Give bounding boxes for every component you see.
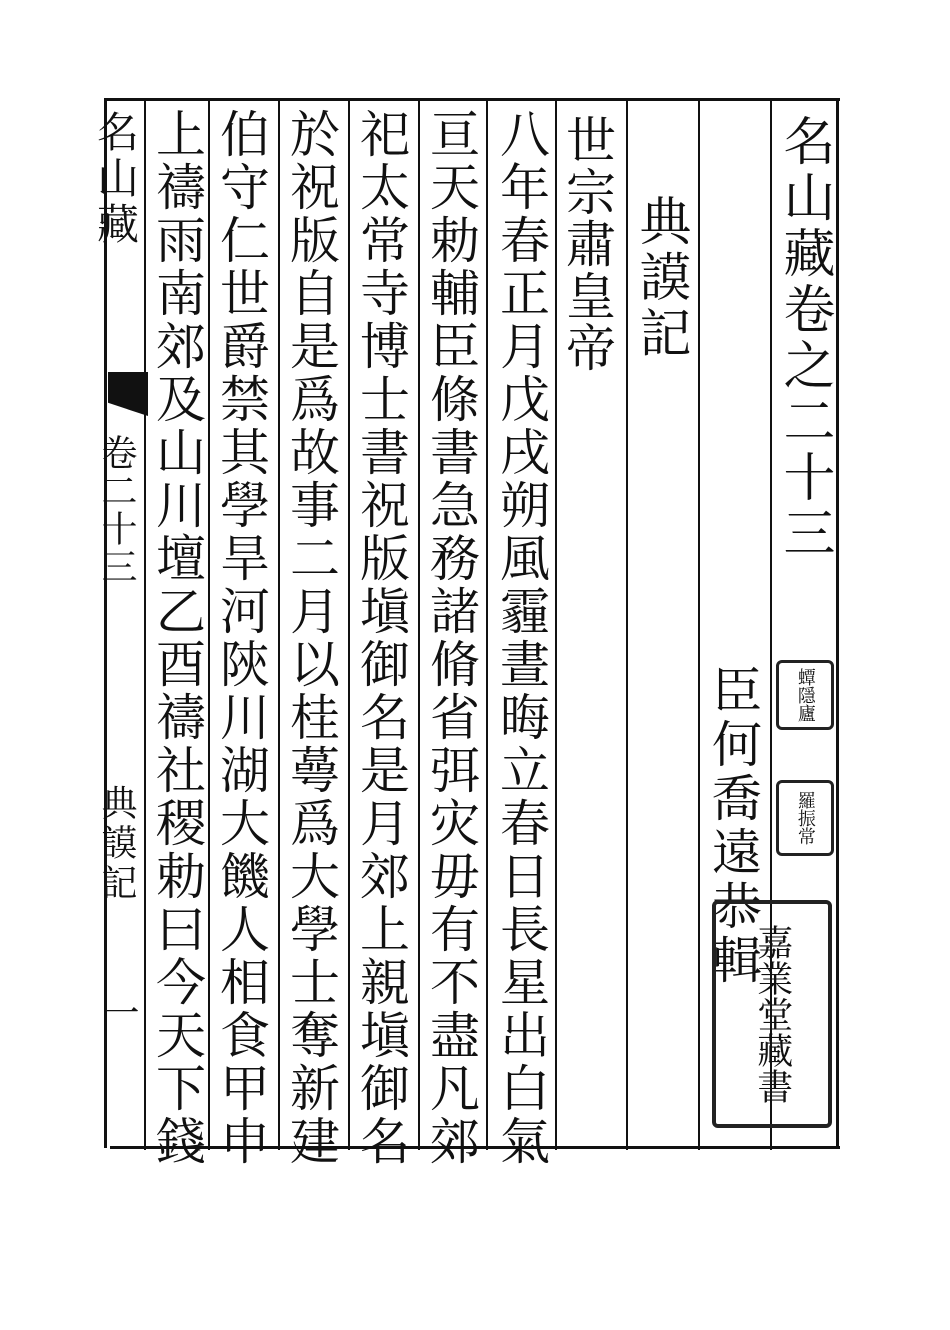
text-column — [146, 104, 210, 1168]
spine-volume: 卷二十三 — [96, 434, 137, 586]
text-line: 上禱雨南郊及山川壇乙酉禱社稷勅曰今天下錢 — [148, 108, 206, 1168]
collector-seal: 羅振常 — [776, 780, 834, 856]
collector-seal: 蟫隱廬 — [776, 660, 834, 730]
collector-seal: 嘉業堂藏書 — [712, 900, 832, 1128]
reign-heading: 世宗肅皇帝 — [558, 114, 616, 374]
leaf-number: 一 — [98, 994, 139, 1030]
reign-column — [558, 104, 622, 1150]
text-column — [420, 104, 484, 1168]
text-line: 亘天勅輔臣條書急務諸脩省弭灾毋有不盡凡郊 — [422, 108, 480, 1168]
text-column — [350, 104, 414, 1168]
spine-column — [88, 104, 144, 1150]
text-line: 八年春正月戊戌朔風霾晝晦立春日長星出白氣 — [492, 108, 550, 1168]
spine-title: 名山藏 — [91, 110, 140, 248]
column-divider — [555, 100, 557, 1150]
section-title: 典謨記 — [630, 194, 690, 362]
book-title: 名山藏卷之二十三 — [774, 114, 834, 562]
text-column — [280, 104, 344, 1168]
compiler-credit: 臣何喬遠恭輯 — [704, 664, 762, 988]
text-column — [490, 104, 554, 1168]
text-line: 伯守仁世爵禁其學旱河陝川湖大饑人相食甲申 — [212, 108, 270, 1168]
text-line: 祀太常寺博士書祝版塡御名是月郊上親塡御名 — [352, 108, 410, 1168]
column-divider — [626, 100, 628, 1150]
text-column — [210, 104, 274, 1168]
frame-top-border — [104, 98, 840, 101]
frame-right-border — [836, 98, 839, 1148]
column-divider — [486, 100, 488, 1150]
spine-section: 典謨記 — [96, 784, 137, 904]
section-column — [630, 104, 694, 1150]
text-line: 於祝版自是爲故事二月以桂蕚爲大學士奪新建 — [282, 108, 340, 1168]
